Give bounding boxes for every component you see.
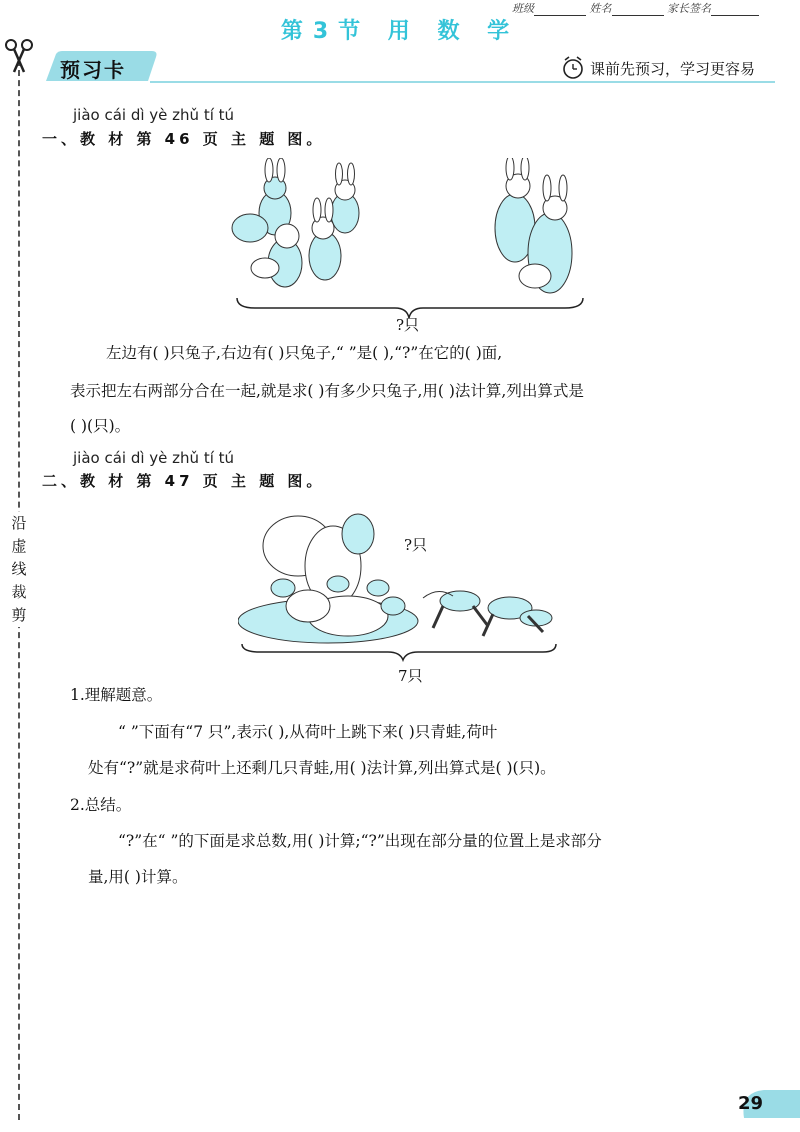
part1-line2: 表示把左右两部分合在一起,就是求( )有多少只兔子,用( )法计算,列出算式是: [70, 382, 584, 400]
pinyin-1: jiào cái dì yè zhǔ tí tú: [73, 106, 235, 124]
frog-brace-label: 7只: [398, 667, 423, 685]
page-number: 29: [738, 1093, 764, 1114]
scissors-icon: [2, 38, 36, 74]
tagline: 课前先预习，学习更容易: [590, 60, 756, 78]
alarm-clock-icon: [562, 56, 584, 80]
rabbit-brace-label: ?只: [396, 316, 420, 334]
pinyin-2: jiào cái dì yè zhǔ tí tú: [73, 449, 235, 467]
part1-line3: ( )(只)。: [70, 417, 131, 435]
frog-question-label: ?只: [404, 536, 428, 554]
item1-line2: 处有“?”就是求荷叶上还剩几只青蛙,用( )法计算,列出算式是( )(只)。: [88, 759, 556, 777]
header-rule: [150, 81, 775, 83]
class-label: 班级: [512, 2, 534, 15]
section-title: 第3节 用 数 学: [280, 19, 520, 44]
cut-instruction: 沿 虚 线 裁 剪: [9, 512, 29, 627]
item1-line1: “ ”下面有“7 只”,表示( ),从荷叶上跳下来( )只青蛙,荷叶: [118, 723, 498, 741]
item1-title: 1.理解题意。: [70, 686, 163, 704]
name-label: 姓名: [589, 2, 612, 15]
item2-line1: “?”在“ ”的下面是求总数,用( )计算;“?”出现在部分量的位置上是求部分: [118, 832, 602, 850]
frogs-lotus-illustration: [238, 506, 568, 666]
item2-title: 2.总结。: [70, 796, 132, 814]
heading-2: 二、教 材 第 47 页 主 题 图。: [42, 472, 326, 490]
item2-line2: 量,用( )计算。: [88, 868, 188, 886]
part1-line1: 左边有( )只兔子,右边有( )只兔子,“ ”是( ),“?”在它的( )面,: [106, 344, 503, 362]
badge-label: 预习卡: [60, 58, 126, 82]
parent-label: 家长签名: [667, 2, 711, 15]
heading-1: 一、教 材 第 46 页 主 题 图。: [42, 130, 326, 148]
